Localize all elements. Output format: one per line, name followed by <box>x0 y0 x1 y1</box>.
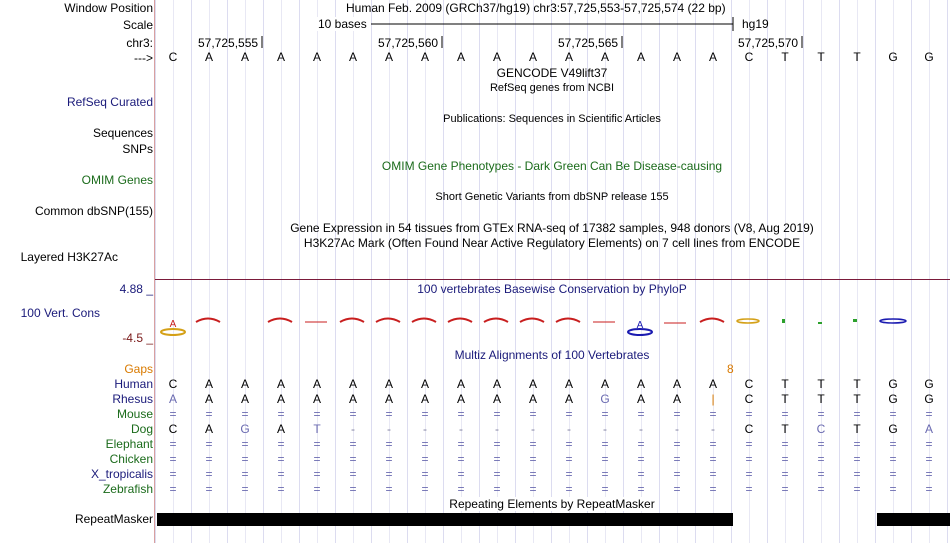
aligned-base: = <box>925 407 933 421</box>
tick-label: 57,725,560 <box>378 36 439 50</box>
refseq-label[interactable]: RefSeq Curated <box>66 95 153 109</box>
tick-label: 57,725,565 <box>558 36 619 50</box>
aligned-base: = <box>673 482 681 496</box>
aligned-base: = <box>313 467 321 481</box>
aligned-base: = <box>529 482 537 496</box>
aligned-base: = <box>349 452 357 466</box>
aligned-base: = <box>817 452 825 466</box>
aligned-base: A <box>456 392 465 406</box>
dna-base: A <box>240 50 249 64</box>
aligned-base: = <box>745 452 753 466</box>
aligned-base: = <box>601 467 609 481</box>
alignment-row-chicken <box>155 452 950 466</box>
repeat-element[interactable] <box>157 513 733 526</box>
aligned-base: = <box>817 467 825 481</box>
aligned-base: - <box>351 422 355 436</box>
alignment-row-x_tropicalis <box>155 467 950 481</box>
aligned-base: = <box>817 437 825 451</box>
aligned-base: = <box>385 407 393 421</box>
tick-marks <box>155 34 950 50</box>
aligned-base: = <box>637 482 645 496</box>
dna-base: A <box>456 50 465 64</box>
aligned-base: = <box>457 467 465 481</box>
aligned-base: = <box>637 407 645 421</box>
svg-text:A: A <box>169 319 177 330</box>
aligned-base: T <box>313 422 321 436</box>
aligned-base: A <box>168 392 177 406</box>
aligned-base: C <box>816 422 826 436</box>
aligned-base: = <box>313 452 321 466</box>
aligned-base: = <box>313 407 321 421</box>
repeat-element[interactable] <box>877 513 950 526</box>
species-label-elephant[interactable]: Elephant <box>105 437 153 451</box>
aligned-base: = <box>817 482 825 496</box>
conservation-logo <box>155 312 950 338</box>
alignment-row-zebrafish <box>155 482 950 496</box>
alignment-row-mouse <box>155 407 950 421</box>
aligned-base: C <box>744 422 754 436</box>
aligned-base: = <box>637 437 645 451</box>
h3k27ac-label[interactable]: Layered H3K27Ac <box>20 250 118 264</box>
aligned-base: = <box>853 407 861 421</box>
aligned-base: A <box>924 422 933 436</box>
aligned-base: = <box>925 482 933 496</box>
aligned-base: = <box>853 482 861 496</box>
species-label-chicken[interactable]: Chicken <box>109 452 153 466</box>
aligned-base: = <box>457 482 465 496</box>
aligned-base: = <box>853 452 861 466</box>
aligned-base: = <box>529 407 537 421</box>
aligned-base: G <box>600 392 610 406</box>
aligned-base: = <box>457 452 465 466</box>
aligned-base: = <box>745 467 753 481</box>
aligned-base: = <box>205 452 213 466</box>
aligned-base: = <box>169 482 177 496</box>
aligned-base: = <box>781 467 789 481</box>
aligned-base: = <box>673 467 681 481</box>
aligned-base: G <box>888 377 898 391</box>
aligned-base: A <box>492 377 501 391</box>
alignment-row-human <box>155 377 950 391</box>
aligned-base: T <box>817 377 825 391</box>
aligned-base: = <box>709 407 717 421</box>
strand-arrow-label[interactable]: ---> <box>134 51 153 65</box>
aligned-base: = <box>277 452 285 466</box>
dna-base: A <box>600 50 609 64</box>
aligned-base: A <box>276 392 285 406</box>
omim-genes-label[interactable]: OMIM Genes <box>81 173 153 187</box>
dna-base: A <box>312 50 321 64</box>
aligned-base: - <box>459 422 463 436</box>
aligned-base: = <box>565 452 573 466</box>
alignment-row-dog <box>155 422 950 436</box>
gaps-label[interactable]: Gaps <box>124 362 153 376</box>
aligned-base: = <box>493 482 501 496</box>
aligned-base: - <box>423 422 427 436</box>
aligned-base: = <box>889 467 897 481</box>
aligned-base: = <box>313 437 321 451</box>
aligned-base: = <box>241 407 249 421</box>
dna-base: A <box>636 50 645 64</box>
aligned-base: = <box>241 437 249 451</box>
aligned-base: A <box>420 377 429 391</box>
aligned-base: = <box>781 482 789 496</box>
gencode-title: GENCODE V49lift37 <box>496 66 608 80</box>
aligned-base: A <box>456 377 465 391</box>
aligned-base: C <box>744 377 754 391</box>
aligned-base: G <box>888 392 898 406</box>
dna-base: A <box>276 50 285 64</box>
aligned-base: = <box>673 437 681 451</box>
aligned-base: = <box>709 467 717 481</box>
dna-base: T <box>817 50 825 64</box>
aligned-base: = <box>205 407 213 421</box>
conservation-max: 4.88 _ <box>119 282 153 296</box>
aligned-base: = <box>277 437 285 451</box>
aligned-base: = <box>565 437 573 451</box>
aligned-base: A <box>276 377 285 391</box>
aligned-base: = <box>673 407 681 421</box>
aligned-base: = <box>493 467 501 481</box>
aligned-base: = <box>601 482 609 496</box>
aligned-base: = <box>745 437 753 451</box>
aligned-base: = <box>565 482 573 496</box>
aligned-base: A <box>564 377 573 391</box>
species-label-rhesus[interactable]: Rhesus <box>112 392 153 406</box>
aligned-base: - <box>603 422 607 436</box>
aligned-base: = <box>169 452 177 466</box>
aligned-base: A <box>528 392 537 406</box>
aligned-base: = <box>241 467 249 481</box>
scale-text: 10 bases <box>318 17 367 31</box>
aligned-base: A <box>600 377 609 391</box>
aligned-base: = <box>673 452 681 466</box>
gtex-title: Gene Expression in 54 tissues from GTEx RNA-seq of 17382 samples, 948 donors (V8, Aug 2019) <box>290 221 814 235</box>
aligned-base: = <box>565 467 573 481</box>
aligned-base: = <box>601 452 609 466</box>
aligned-base: C <box>744 392 754 406</box>
aligned-base: = <box>601 407 609 421</box>
aligned-base: = <box>277 467 285 481</box>
aligned-base: A <box>672 377 681 391</box>
aligned-base: = <box>457 437 465 451</box>
chrom-label[interactable]: chr3: <box>126 36 153 50</box>
aligned-base: = <box>349 437 357 451</box>
aligned-base: | <box>711 392 715 406</box>
aligned-base: = <box>709 452 717 466</box>
aligned-base: = <box>385 482 393 496</box>
scale-bar <box>355 14 740 34</box>
species-label-x_tropicalis[interactable]: X_tropicalis <box>90 467 153 481</box>
aligned-base: = <box>889 437 897 451</box>
conservation-title: 100 vertebrates Basewise Conservation by PhyloP <box>417 282 687 296</box>
aligned-base: = <box>277 407 285 421</box>
aligned-base: = <box>349 407 357 421</box>
aligned-base: - <box>495 422 499 436</box>
scale-label[interactable]: Scale <box>122 18 153 32</box>
aligned-base: = <box>781 407 789 421</box>
aligned-base: A <box>492 392 501 406</box>
aligned-base: = <box>493 437 501 451</box>
aligned-base: = <box>421 482 429 496</box>
aligned-base: = <box>421 467 429 481</box>
aligned-base: = <box>421 452 429 466</box>
aligned-base: A <box>528 377 537 391</box>
dna-base: C <box>744 50 754 64</box>
aligned-base: A <box>204 392 213 406</box>
aligned-base: = <box>601 437 609 451</box>
sequences-label[interactable]: Sequences <box>92 126 153 140</box>
aligned-base: T <box>853 392 861 406</box>
aligned-base: = <box>421 437 429 451</box>
dna-base: A <box>564 50 573 64</box>
species-label-human[interactable]: Human <box>114 377 153 391</box>
aligned-base: G <box>924 377 934 391</box>
aligned-base: = <box>313 482 321 496</box>
aligned-base: = <box>205 437 213 451</box>
refseq-title: RefSeq genes from NCBI <box>489 82 615 94</box>
aligned-base: A <box>204 422 213 436</box>
tick-label: 57,725,555 <box>198 36 259 50</box>
species-label-zebrafish[interactable]: Zebrafish <box>102 482 153 496</box>
dna-base: G <box>924 50 934 64</box>
dna-base: A <box>492 50 501 64</box>
aligned-base: A <box>348 377 357 391</box>
svg-text:A: A <box>636 320 644 331</box>
aligned-base: A <box>204 377 213 391</box>
aligned-base: A <box>564 392 573 406</box>
aligned-base: = <box>493 407 501 421</box>
aligned-base: = <box>169 407 177 421</box>
aligned-base: = <box>817 407 825 421</box>
aligned-base: = <box>457 407 465 421</box>
aligned-base: = <box>889 452 897 466</box>
aligned-base: A <box>348 392 357 406</box>
dna-base: A <box>204 50 213 64</box>
aligned-base: = <box>349 467 357 481</box>
aligned-base: A <box>312 377 321 391</box>
dna-base: G <box>888 50 898 64</box>
aligned-base: - <box>567 422 571 436</box>
aligned-base: A <box>708 377 717 391</box>
aligned-base: = <box>925 452 933 466</box>
aligned-base: - <box>711 422 715 436</box>
assembly-label: hg19 <box>742 17 769 31</box>
dna-sequence-row <box>155 50 950 64</box>
aligned-base: - <box>675 422 679 436</box>
aligned-base: = <box>205 482 213 496</box>
aligned-base: = <box>889 482 897 496</box>
aligned-base: = <box>637 452 645 466</box>
aligned-base: T <box>853 377 861 391</box>
alignment-row-rhesus <box>155 392 950 406</box>
tick-label: 57,725,570 <box>738 36 799 50</box>
aligned-base: = <box>781 437 789 451</box>
aligned-base: = <box>925 467 933 481</box>
species-label-mouse[interactable]: Mouse <box>116 407 153 421</box>
aligned-base: = <box>781 452 789 466</box>
aligned-base: = <box>349 482 357 496</box>
aligned-base: - <box>387 422 391 436</box>
aligned-base: A <box>672 392 681 406</box>
aligned-base: = <box>565 407 573 421</box>
aligned-base: A <box>276 422 285 436</box>
aligned-base: C <box>168 377 178 391</box>
snps-label[interactable]: SNPs <box>122 142 153 156</box>
aligned-base: = <box>169 467 177 481</box>
aligned-base: T <box>781 392 789 406</box>
aligned-base: A <box>636 377 645 391</box>
aligned-base: = <box>637 467 645 481</box>
dna-base: T <box>781 50 789 64</box>
aligned-base: = <box>925 437 933 451</box>
dna-base: A <box>708 50 717 64</box>
aligned-base: A <box>384 392 393 406</box>
dna-base: T <box>853 50 861 64</box>
aligned-base: A <box>312 392 321 406</box>
aligned-base: = <box>277 482 285 496</box>
aligned-base: C <box>168 422 178 436</box>
aligned-base: = <box>709 437 717 451</box>
aligned-base: - <box>639 422 643 436</box>
aligned-base: = <box>853 467 861 481</box>
dbsnp-title: Short Genetic Variants from dbSNP release 155 <box>435 191 669 203</box>
repeatmasker-title: Repeating Elements by RepeatMasker <box>449 497 655 511</box>
aligned-base: = <box>385 437 393 451</box>
aligned-base: T <box>853 422 861 436</box>
aligned-base: = <box>745 482 753 496</box>
dna-base: A <box>672 50 681 64</box>
aligned-base: A <box>420 392 429 406</box>
dna-base: A <box>384 50 393 64</box>
aligned-base: = <box>529 467 537 481</box>
multiz-title: Multiz Alignments of 100 Vertebrates <box>454 348 650 362</box>
dna-base: A <box>420 50 429 64</box>
window-position-title: Human Feb. 2009 (GRCh37/hg19) chr3:57,725,553-57,725,574 (22 bp) <box>346 1 726 15</box>
aligned-base: - <box>531 422 535 436</box>
aligned-base: = <box>385 452 393 466</box>
dna-base: A <box>528 50 537 64</box>
aligned-base: G <box>924 392 934 406</box>
aligned-base: G <box>240 422 250 436</box>
aligned-base: T <box>781 377 789 391</box>
aligned-base: A <box>636 392 645 406</box>
h3k27ac-title: H3K27Ac Mark (Often Found Near Active Regulatory Elements) on 7 cell lines from ENCODE <box>303 236 801 250</box>
aligned-base: = <box>889 407 897 421</box>
aligned-base: T <box>781 422 789 436</box>
dbsnp-label[interactable]: Common dbSNP(155) <box>34 204 153 218</box>
aligned-base: A <box>384 377 393 391</box>
dna-base: A <box>348 50 357 64</box>
omim-pheno-title: OMIM Gene Phenotypes - Dark Green Can Be Disease-causing <box>381 159 723 173</box>
conservation-label[interactable]: 100 Vert. Cons <box>20 306 100 320</box>
aligned-base: = <box>493 452 501 466</box>
aligned-base: T <box>817 392 825 406</box>
aligned-base: = <box>529 437 537 451</box>
repeatmasker-label[interactable]: RepeatMasker <box>74 512 153 526</box>
aligned-base: = <box>421 407 429 421</box>
alignment-row-elephant <box>155 437 950 451</box>
aligned-base: = <box>853 437 861 451</box>
aligned-base: = <box>745 407 753 421</box>
aligned-base: = <box>169 437 177 451</box>
aligned-base: = <box>205 467 213 481</box>
aligned-base: = <box>385 467 393 481</box>
species-label-dog[interactable]: Dog <box>130 422 153 436</box>
window-position-label[interactable]: Window Position <box>64 1 153 15</box>
gap-count: 8 <box>727 362 734 376</box>
dna-base: C <box>168 50 178 64</box>
aligned-base: A <box>240 377 249 391</box>
aligned-base: = <box>529 452 537 466</box>
publications-title: Publications: Sequences in Scientific Articles <box>443 113 661 125</box>
track-separator <box>155 279 950 280</box>
aligned-base: = <box>241 452 249 466</box>
conservation-min: -4.5 _ <box>122 331 153 345</box>
aligned-base: A <box>240 392 249 406</box>
aligned-base: G <box>888 422 898 436</box>
aligned-base: = <box>709 482 717 496</box>
aligned-base: = <box>241 482 249 496</box>
